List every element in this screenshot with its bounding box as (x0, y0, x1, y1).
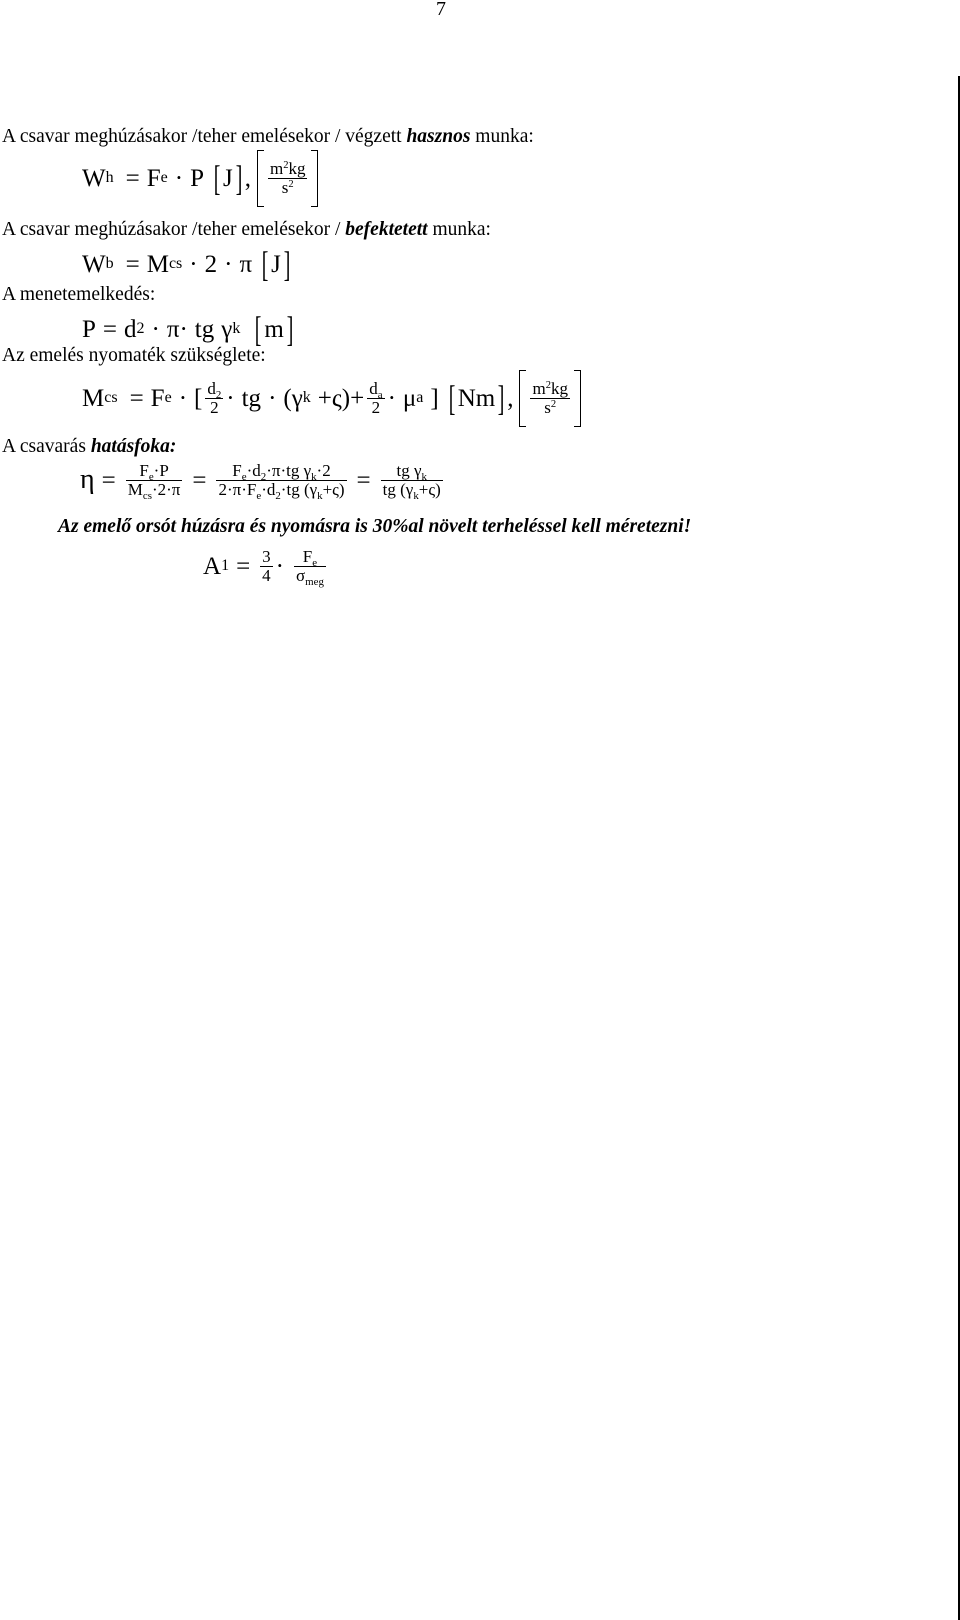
formula-torque: M cs = F e · [ $\frac{d_2}{2}$ · tg · ( γ k + ς ) + $\frac{d_a}{2}$ · μ a ] [ Nm ] , $\frac{m^2kg}{s^2}$ (82, 378, 581, 419)
paragraph-invested-work: A csavar meghúzásakor /teher emelésekor / befektetett munka: (2, 219, 491, 240)
page-number: 7 (436, 0, 446, 20)
paragraph-torque: Az emelés nyomaték szükséglete: (2, 345, 266, 366)
paragraph-efficiency: A csavarás hatásfoka: (2, 436, 177, 457)
unit-box: $\frac{m^2kg}{s^2}$ (257, 158, 319, 199)
formula-efficiency: η = $\frac{F_e\cdot P}{M_{cs}\cdot 2\cdot\pi}$ = $\frac{F_e\cdot d_2\cdot\pi\cdot tg \gamma_k\cdot 2}{2\cdot\pi\cdot F_e\cdot d_2\cdot tg (\gamma_k+\varsigma)}$ = $\frac{tg \gamma_k}{tg (\gamma_k+\varsigma)}$ (80, 461, 441, 502)
paragraph-useful-work: A csavar meghúzásakor /teher emelésekor / végzett hasznos munka: (2, 126, 534, 147)
unit-box: $\frac{m^2kg}{s^2}$ (519, 378, 581, 419)
paragraph-lead: A menetemelkedés: (2, 284, 156, 305)
conclusion-statement: Az emelő orsót húzásra és nyomásra is 30%al növelt terheléssel kell méretezni! (58, 516, 692, 537)
formula-invested-work: W b = M cs · 2 · π [ J ] (82, 244, 291, 284)
formula-useful-work: W h = F e · P [ J ] , $\frac{m^2kg}{s^2}$ (82, 158, 318, 199)
formula-lead: P = d 2 · π · tg γ k [ m ] (82, 309, 294, 349)
formula-area: A 1 = $\frac{3}{4}$ · $\frac{F_e}{\sigma_{meg}}$ (203, 547, 324, 588)
